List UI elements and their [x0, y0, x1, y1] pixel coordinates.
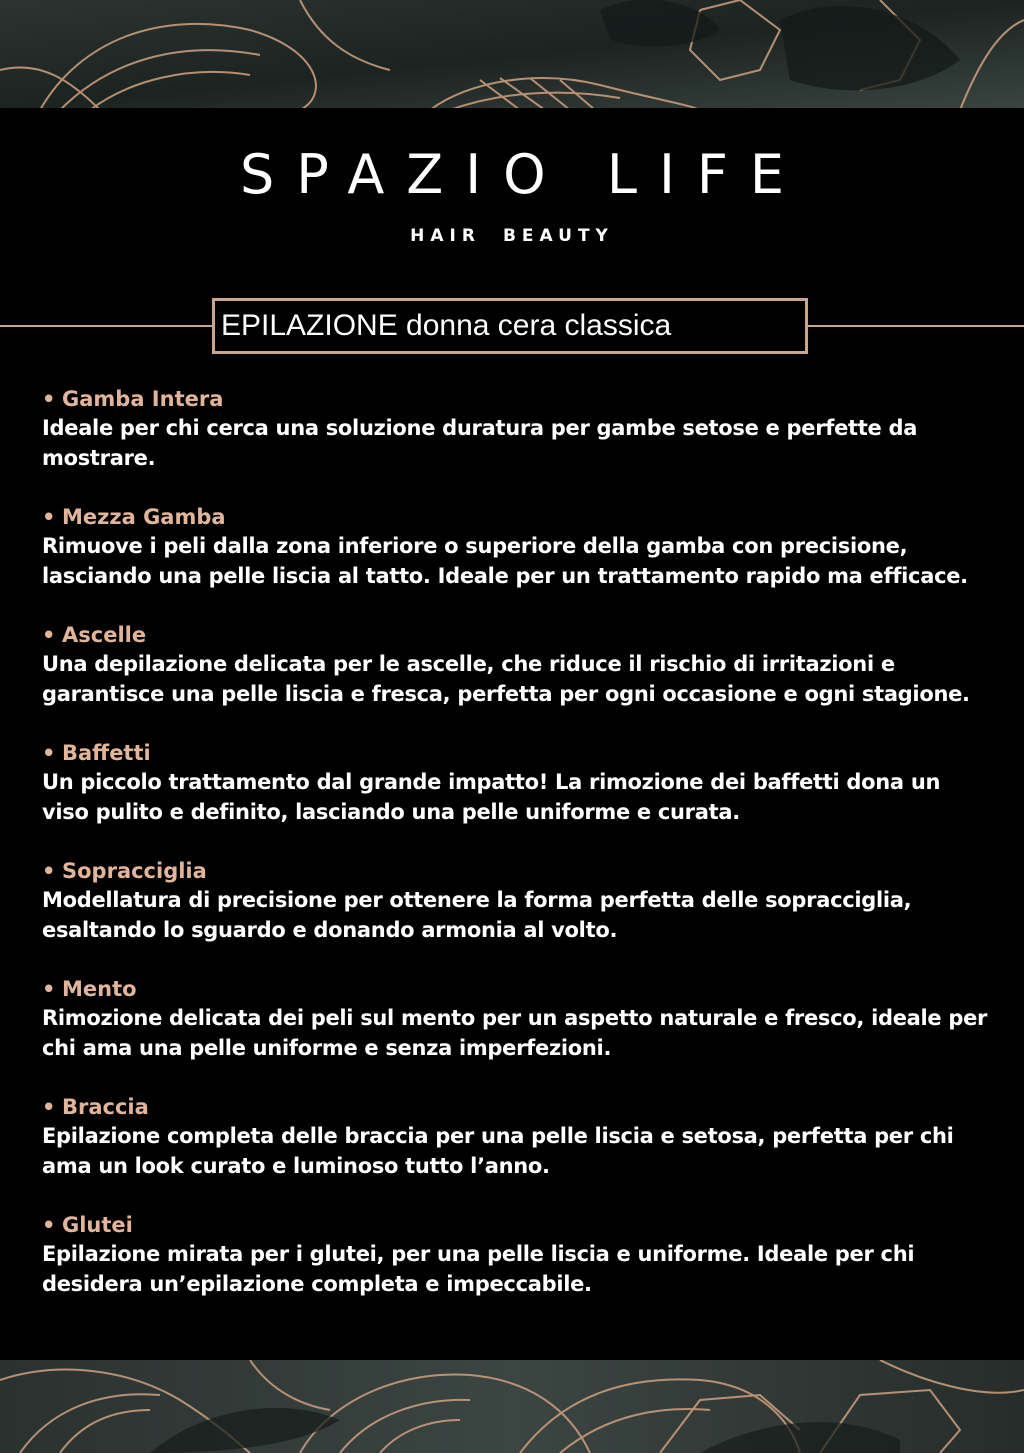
service-name: • Mento: [42, 974, 992, 1004]
title-rule-right: [808, 325, 1024, 327]
service-item: [42, 738, 992, 827]
bullet-icon: •: [42, 387, 56, 411]
service-description: Modellatura di precisione per ottenere la forma perfetta delle sopracciglia, esaltando lo sguardo e donando armonia al volto.: [42, 888, 912, 942]
service-item: [42, 620, 992, 709]
service-name: • Ascelle: [42, 620, 992, 650]
service-description: Epilazione mirata per i glutei, per una pelle liscia e uniforme. Ideale per chi desidera un’epilazione completa e impeccabile.: [42, 1242, 915, 1296]
service-name: • Mezza Gamba: [42, 502, 992, 532]
service-item: [42, 1092, 992, 1181]
service-name: • Sopracciglia: [42, 856, 992, 886]
service-item: [42, 384, 992, 473]
bullet-icon: •: [42, 623, 56, 647]
service-description: Rimozione delicata dei peli sul mento per un aspetto naturale e fresco, ideale per chi ama una pelle uniforme e senza imperfezioni.: [42, 1006, 988, 1060]
section-title: EPILAZIONE donna cera classica: [212, 298, 808, 354]
tagline-hair: HAIR: [410, 226, 481, 246]
bullet-icon: •: [42, 505, 56, 529]
service-item: [42, 502, 992, 591]
service-description: Ideale per chi cerca una soluzione duratura per gambe setose e perfette da mostrare.: [42, 416, 918, 470]
bullet-icon: •: [42, 859, 56, 883]
brand-logo: SPAZIO LIFE: [239, 143, 807, 206]
service-name: • Gamba Intera: [42, 384, 992, 414]
tagline-beauty: BEAUTY: [502, 226, 614, 246]
service-item: [42, 974, 992, 1063]
bullet-icon: •: [42, 977, 56, 1001]
service-description: Epilazione completa delle braccia per una pelle liscia e setosa, perfetta per chi ama un look curato e luminoso tutto l’anno.: [42, 1124, 954, 1178]
bullet-icon: •: [42, 1213, 56, 1237]
service-item: [42, 856, 992, 945]
service-name: • Baffetti: [42, 738, 992, 768]
service-description: Un piccolo trattamento dal grande impatto! La rimozione dei baffetti dona un viso pulito e definito, lasciando una pelle uniforme e curata.: [42, 770, 941, 824]
brand-tagline: [0, 224, 1024, 248]
service-name: • Glutei: [42, 1210, 992, 1240]
bullet-icon: •: [42, 1095, 56, 1119]
title-rule-left: [0, 325, 212, 327]
service-description: Una depilazione delicata per le ascelle, che riduce il rischio di irritazioni e garantisce una pelle liscia e fresca, perfetta per ogni occasione e ogni stagione.: [42, 652, 970, 706]
services-list: [42, 384, 992, 1328]
bullet-icon: •: [42, 741, 56, 765]
service-item: [42, 1210, 992, 1299]
service-name: • Braccia: [42, 1092, 992, 1122]
service-description: Rimuove i peli dalla zona inferiore o superiore della gamba con precisione, lasciando una pelle liscia al tatto. Ideale per un trattamento rapido ma efficace.: [42, 534, 968, 588]
